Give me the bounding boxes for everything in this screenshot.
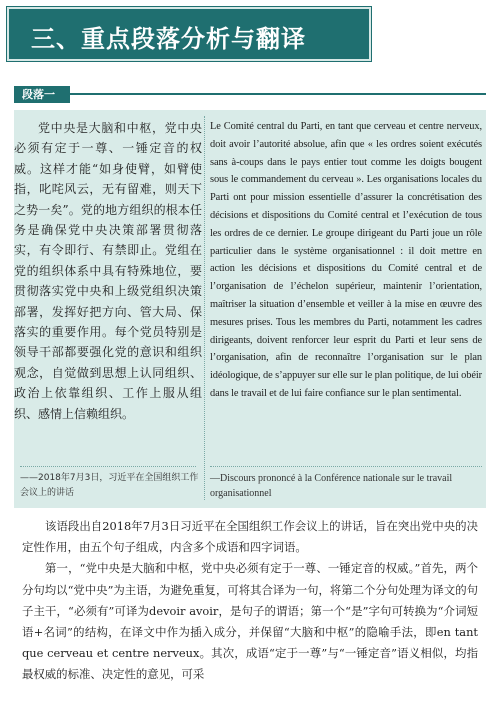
section-rule bbox=[14, 93, 486, 95]
analysis-paragraph-1: 该语段出自2018年7月3日习近平在全国组织工作会议上的讲话，旨在突出党中央的决定性作用，由五个句子组成，内含多个成语和四字词语。 bbox=[22, 519, 478, 555]
section-title: 三、重点段落分析与翻译 bbox=[31, 25, 306, 53]
source-divider-fr bbox=[210, 466, 482, 467]
section-header-banner bbox=[7, 7, 371, 61]
french-source: —Discours prononcé à la Conférence nationale sur le travail organisationnel bbox=[210, 473, 453, 499]
source-divider-cn bbox=[20, 466, 196, 467]
chinese-paragraph: 党中央是大脑和中枢，党中央必须有定于一尊、一锤定音的权威。这样才能“如身使臂，如臂使指，叱咤风云，无有留难，则天下之势一矣”。党的地方组织的根本任务是确保党中央决策部署贯彻落实，有令即行、有禁即止。党组在党的组织体系中具有特殊地位，要贯彻落实党中央和上级党组织决策部署，发挥好把方向、管大局、保落实的重要作用。每个党员特别是领导干部都要强化党的意识和组织观念，自觉做到思想上认同组织、政治上依靠组织、工作上服从组织、感情上信赖组织。 bbox=[14, 121, 202, 421]
paragraph-tag: 段落一 bbox=[14, 86, 70, 103]
chinese-source: ——2018年7月3日，习近平在全国组织工作会议上的讲话 bbox=[20, 473, 199, 498]
analysis-paragraph-2: 第一，“党中央是大脑和中枢，党中央必须有定于一尊、一锤定音的权威。”首先，两个分句均以“党中央”为主语，为避免重复，可将其合译为一句，将第二个分句处理为译文的句子主干，“必须有”可译为devoir avoir，是句子的谓语；第一个“是”字句可转换为“介词短语+名词”的结构，在译文中作为插入成分，并保留“大脑和中枢”的隐喻手法，即en tant que cerveau et centre nerveux。其次，成语“定于一尊”与“一锤定音”语义相似，均指最权威的标准、决定性的意见，可采 bbox=[22, 561, 478, 682]
column-divider bbox=[204, 116, 205, 500]
analysis-text bbox=[22, 516, 478, 686]
french-paragraph: Le Comité central du Parti, en tant que cerveau et centre nerveux, doit avoir l’autorité absolue, afin que « les ordres soient exécutés sans à-coups dans le pays entier tout comme les doigts bougent sous le commandement du cerveau ». Les organisations locales du Parti ont pour mission essentielle d’assurer la concrétisation des décisions et dispositions du Comité central et l’exécution de tous les ordres de ce dernier. Le groupe dirigeant du Parti joue un rôle particulier dans le système organisationnel : il doit mettre en action les décisions et dispositions du Comité central et de l’organisation de l’échelon supérieur, maintenir l’orientation, maîtriser la situation d’ensemble et veiller à la mise en œuvre des mesures prises. Tous les membres du Parti, notamment les cadres dirigeants, doivent renforcer leur esprit du Parti et leur sens de l’organisation, afin de reconnaître l’organisation sur le plan idéologique, de s’appuyer sur elle sur le plan politique, de lui obéir dans le travail et de lui faire confiance sur le plan sentimental. bbox=[210, 121, 482, 399]
